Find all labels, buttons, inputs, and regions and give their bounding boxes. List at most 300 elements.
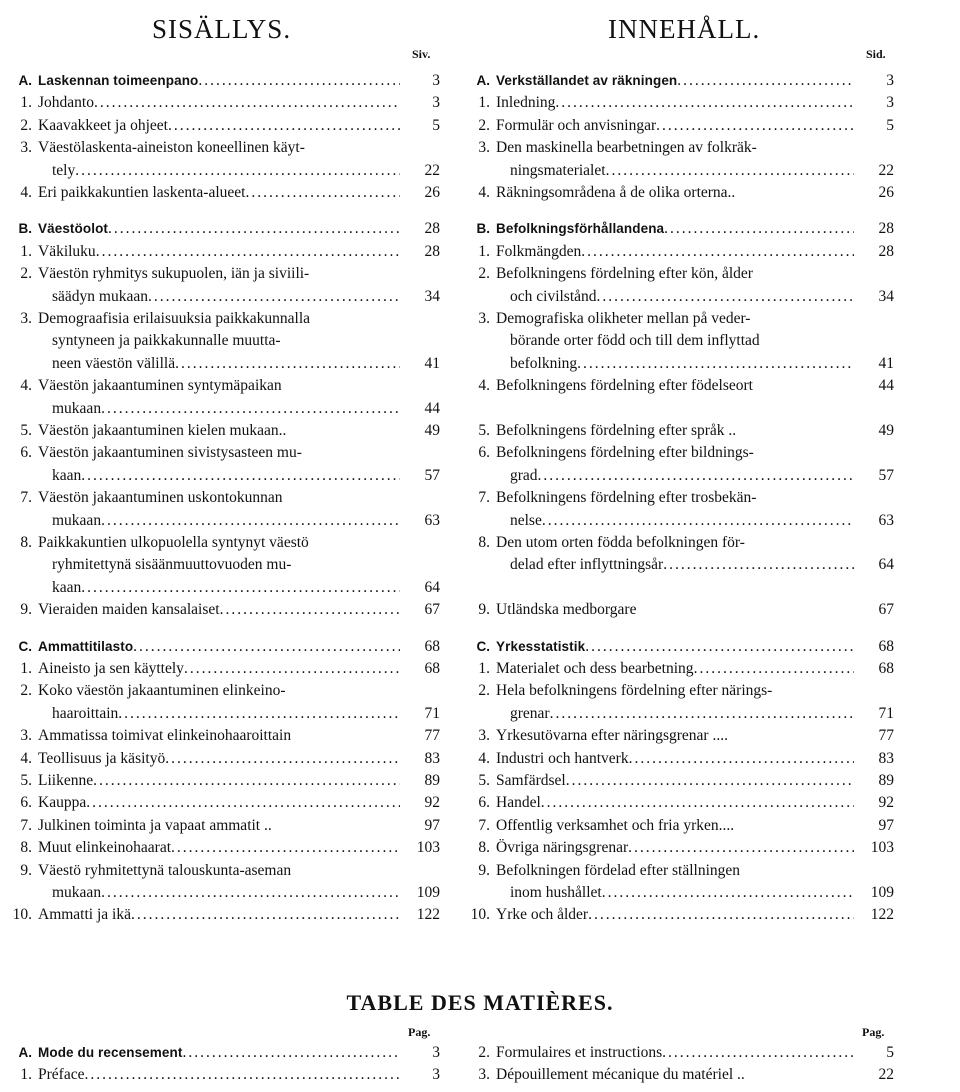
toc-section-heading xyxy=(466,218,894,240)
toc-entry-title: Demograafisia erilaisuuksia paikkakunnalla xyxy=(38,310,311,327)
toc-page-number: 5 xyxy=(432,116,440,134)
dot-leader xyxy=(131,904,400,926)
toc-entry-number: 6. xyxy=(20,444,32,462)
dot-leader xyxy=(602,882,854,904)
toc-page-number: 71 xyxy=(424,704,440,722)
toc-entry xyxy=(466,487,894,509)
french-title: TABLE DES MATIÈRES. xyxy=(346,990,614,1015)
dot-leader xyxy=(93,770,400,792)
dot-leader xyxy=(148,286,400,308)
toc-entry-title: kaan xyxy=(52,578,82,596)
toc-entry xyxy=(8,554,440,576)
toc-entry xyxy=(8,1064,440,1086)
toc-entry-title: börande orter född och till dem inflyttad xyxy=(510,332,760,350)
dot-leader xyxy=(245,182,400,204)
dot-leader xyxy=(656,115,854,137)
toc-entry xyxy=(466,532,894,554)
toc-page-number: 3 xyxy=(432,94,440,112)
toc-entry-number: 1. xyxy=(478,660,490,677)
toc-entry xyxy=(8,510,440,532)
swedish-page-label: Sid. xyxy=(866,47,886,61)
toc-entry xyxy=(466,599,894,621)
toc-entry-number: 1. xyxy=(20,660,32,677)
toc-entry xyxy=(466,330,894,352)
toc-page-number: 89 xyxy=(424,772,440,789)
toc-entry-title: Väestön jakaantuminen sivistysasteen mu- xyxy=(38,444,302,462)
toc-entry xyxy=(466,465,894,487)
toc-entry xyxy=(8,263,440,285)
dot-leader xyxy=(175,353,400,375)
toc-entry-title: delad efter inflyttningsår xyxy=(510,556,664,574)
toc-entry-title: Väestölaskenta-aineiston koneellinen käyt- xyxy=(38,139,305,157)
dot-leader xyxy=(101,882,400,904)
toc-entry-number: 5. xyxy=(20,422,32,439)
toc-page-number: 49 xyxy=(424,422,440,439)
toc-page-number: 109 xyxy=(870,884,894,901)
dot-leader xyxy=(75,160,400,182)
toc-entry-number: A. xyxy=(18,1045,32,1060)
dot-leader xyxy=(538,465,854,487)
toc-entry-number: 7. xyxy=(478,489,490,507)
toc-entry xyxy=(8,442,440,464)
dot-leader xyxy=(588,904,854,926)
toc-entry xyxy=(8,353,440,375)
toc-entry xyxy=(466,241,894,263)
toc-entry-title: grenar xyxy=(510,704,550,722)
dot-leader xyxy=(101,398,400,420)
toc-entry-number: 3. xyxy=(478,310,490,327)
toc-entry-title: Liikenne xyxy=(38,772,94,789)
toc-entry-number: 2. xyxy=(478,265,490,283)
toc-entry-title: och civilstånd xyxy=(510,287,597,305)
toc-page-number: 34 xyxy=(878,287,894,305)
toc-entry-number: 4. xyxy=(478,184,490,201)
toc-page-number: 22 xyxy=(424,161,440,179)
toc-entry-title: befolkning xyxy=(510,354,578,372)
dot-leader xyxy=(629,748,854,770)
toc-entry-number: 9. xyxy=(20,861,32,879)
toc-entry-number: 2. xyxy=(478,682,490,700)
toc-entry-title: tely xyxy=(52,161,76,179)
toc-entry-title: Kaavakkeet ja ohjeet xyxy=(38,116,168,134)
toc-entry xyxy=(466,658,894,680)
toc-entry-title: Demografiska olikheter mellan på veder- xyxy=(496,310,751,327)
toc-entry-title: ningsmaterialet xyxy=(510,161,606,179)
toc-entry-title: Den utom orten födda befolkningen för- xyxy=(496,534,745,551)
toc-entry xyxy=(8,532,440,554)
toc-entry-title: grad xyxy=(510,466,538,484)
toc-entry-title: Väestön jakaantuminen kielen mukaan.. xyxy=(38,422,287,439)
toc-entry-number: 1. xyxy=(478,94,490,112)
dot-leader xyxy=(168,115,400,137)
toc-entry xyxy=(8,860,440,882)
dot-leader xyxy=(662,1042,854,1064)
toc-entry-number: 4. xyxy=(20,377,32,395)
toc-entry xyxy=(8,882,440,904)
toc-entry-title: inom hushållet xyxy=(510,884,602,901)
french-toc-left xyxy=(8,1042,440,1092)
toc-entry xyxy=(466,353,894,375)
toc-entry xyxy=(466,680,894,702)
dot-leader xyxy=(550,703,854,725)
dot-leader xyxy=(165,748,400,770)
toc-entry-number: B. xyxy=(476,221,490,237)
toc-entry-title: Hela befolkningens fördelning efter närings- xyxy=(496,682,773,700)
toc-section-heading xyxy=(8,218,440,240)
toc-entry xyxy=(8,286,440,308)
toc-entry-number: 4. xyxy=(478,377,490,395)
toc-entry xyxy=(8,465,440,487)
toc-entry-number: 6. xyxy=(20,794,32,812)
toc-page-number: 83 xyxy=(424,749,440,767)
toc-page-number: 97 xyxy=(424,816,440,834)
toc-entry-number: 2. xyxy=(478,116,490,134)
toc-entry-title: Formulaires et instructions xyxy=(496,1044,663,1061)
toc-entry-number: 5. xyxy=(478,422,490,439)
toc-entry-title: Väestön ryhmitys sukupuolen, iän ja siviili- xyxy=(38,265,310,283)
toc-entry xyxy=(8,160,440,182)
toc-page-number: 77 xyxy=(424,727,440,745)
toc-entry-title: nelse xyxy=(510,511,542,529)
toc-entry-number: 2. xyxy=(20,682,32,700)
dot-leader xyxy=(664,218,854,240)
toc-entry-title: Kauppa xyxy=(38,794,87,812)
toc-entry xyxy=(8,680,440,702)
toc-entry-number: 2. xyxy=(20,265,32,283)
dot-leader xyxy=(81,465,400,487)
toc-entry-number: 3. xyxy=(478,1066,490,1084)
toc-entry xyxy=(466,137,894,159)
toc-entry-title: Befolkningens fördelning efter språk .. xyxy=(496,422,737,439)
toc-page-number: 83 xyxy=(878,749,894,767)
toc-entry-title: Inledning xyxy=(496,94,556,112)
toc-entry xyxy=(466,1064,894,1086)
toc-entry xyxy=(466,160,894,182)
toc-page-number: 5 xyxy=(886,1044,894,1061)
dot-leader xyxy=(198,70,400,92)
toc-page-number: 67 xyxy=(424,601,440,619)
dot-leader xyxy=(581,241,854,263)
toc-page-number: 57 xyxy=(424,466,440,484)
toc-entry-number: 10. xyxy=(12,906,32,924)
toc-entry-title: Offentlig verksamhet och fria yrken.... xyxy=(496,816,735,834)
toc-entry-number: C. xyxy=(18,638,32,654)
toc-entry-title: Teollisuus ja käsityö xyxy=(38,749,166,767)
toc-entry xyxy=(8,815,440,837)
toc-entry-title: Dépouillement mécanique du matériel .. xyxy=(496,1066,745,1084)
toc-entry-title: Utländska medborgare xyxy=(496,601,637,619)
toc-entry-title: Yrkesstatistik xyxy=(496,638,586,654)
toc-page-number: 64 xyxy=(424,578,440,596)
toc-page-number: 97 xyxy=(878,816,894,834)
toc-entry xyxy=(8,487,440,509)
toc-entry xyxy=(466,308,894,330)
french-toc-right xyxy=(466,1042,894,1092)
dot-leader xyxy=(133,636,400,658)
toc-entry xyxy=(8,375,440,397)
toc-entry-number: 1. xyxy=(20,242,32,260)
toc-entry-number: 3. xyxy=(478,727,490,745)
toc-entry xyxy=(466,770,894,792)
toc-page-number: 28 xyxy=(878,220,894,238)
swedish-title: INNEHÅLL. xyxy=(608,14,761,44)
toc-entry-number: 8. xyxy=(20,839,32,857)
toc-entry xyxy=(8,577,440,599)
toc-entry-title: Paikkakuntien ulkopuolella syntynyt väestö xyxy=(38,534,309,551)
toc-page-number: 44 xyxy=(424,399,440,417)
toc-entry-number: A. xyxy=(18,73,32,88)
toc-entry-number: 7. xyxy=(20,816,32,834)
toc-entry-title: Väestö ryhmitettynä talouskunta-aseman xyxy=(38,861,292,879)
toc-entry xyxy=(466,748,894,770)
toc-entry xyxy=(466,92,894,114)
toc-entry-number: 6. xyxy=(478,794,490,812)
toc-entry-title: Folkmängden xyxy=(496,242,582,260)
toc-page-number: 3 xyxy=(886,94,894,112)
toc-entry-number: 3. xyxy=(20,139,32,157)
toc-entry-number: 3. xyxy=(20,727,32,745)
toc-page-number: 22 xyxy=(878,161,894,179)
toc-page-number: 68 xyxy=(878,660,894,677)
dot-leader xyxy=(606,160,854,182)
toc-page-number: 28 xyxy=(424,220,440,238)
toc-entry xyxy=(466,792,894,814)
toc-entry-title: Övriga näringsgrenar xyxy=(496,839,629,857)
toc-entry-title: Ammatissa toimivat elinkeinohaaroittain xyxy=(38,727,292,745)
toc-page-number: 28 xyxy=(878,242,894,260)
toc-entry-number: 8. xyxy=(478,534,490,551)
toc-entry-title: Väestöolot xyxy=(38,221,109,237)
toc-entry-title: Mode du recensement xyxy=(38,1045,183,1060)
toc-page-number: 63 xyxy=(878,511,894,529)
toc-entry-title: kaan xyxy=(52,466,82,484)
toc-entry-title: Räkningsområdena å de olika orterna.. xyxy=(496,184,736,201)
toc-entry-number: 1. xyxy=(478,242,490,260)
toc-entry-title: Befolkningen fördelad efter ställningen xyxy=(496,861,741,879)
toc-entry-number: 6. xyxy=(478,444,490,462)
toc-section-heading xyxy=(466,636,894,658)
toc-page-number: 92 xyxy=(878,794,894,812)
dot-leader xyxy=(566,770,854,792)
toc-entry-title: Yrkesutövarna efter näringsgrenar .... xyxy=(496,727,728,745)
toc-entry-number: A. xyxy=(476,73,490,88)
dot-leader xyxy=(101,510,400,532)
toc-entry-title: Samfärdsel xyxy=(496,772,566,789)
toc-entry-number: 4. xyxy=(478,749,490,767)
toc-entry-title: Väestön jakaantuminen uskontokunnan xyxy=(38,489,283,507)
dot-leader xyxy=(171,837,400,859)
toc-entry xyxy=(466,860,894,882)
dot-leader xyxy=(597,286,854,308)
toc-entry-title: Aineisto ja sen käyttely xyxy=(38,660,184,677)
dot-leader xyxy=(84,1064,400,1086)
toc-page-number: 68 xyxy=(424,660,440,677)
toc-entry-title: Formulär och anvisningar xyxy=(496,116,657,134)
toc-entry-title: mukaan xyxy=(52,511,102,529)
toc-entry xyxy=(8,137,440,159)
toc-page-number: 71 xyxy=(878,704,894,722)
dot-leader xyxy=(184,658,400,680)
dot-leader xyxy=(182,1042,400,1064)
toc-entry-title: Muut elinkeinohaarat xyxy=(38,839,171,857)
toc-page-number: 3 xyxy=(432,1044,440,1061)
toc-page-number: 109 xyxy=(416,884,440,901)
toc-entry-title: Ammattitilasto xyxy=(38,638,134,654)
toc-entry-number: 8. xyxy=(478,839,490,857)
dot-leader xyxy=(94,92,400,114)
toc-entry-title: mukaan xyxy=(52,884,102,901)
dot-leader xyxy=(86,792,400,814)
toc-entry-title: Befolkningens fördelning efter födelseort xyxy=(496,377,753,395)
toc-entry-number: 8. xyxy=(20,534,32,551)
dot-leader xyxy=(541,792,854,814)
toc-entry xyxy=(8,420,440,442)
toc-entry xyxy=(8,308,440,330)
toc-entry xyxy=(466,510,894,532)
toc-entry xyxy=(466,837,894,859)
toc-entry-title: Vieraiden maiden kansalaiset xyxy=(38,601,220,619)
toc-entry-number: 10. xyxy=(470,906,490,924)
toc-entry-number: B. xyxy=(18,221,32,237)
toc-entry xyxy=(466,398,894,420)
toc-entry-title: Yrke och ålder xyxy=(496,906,589,924)
toc-entry-title: Väkiluku xyxy=(38,242,96,260)
toc-page-number: 77 xyxy=(878,727,894,745)
toc-entry-title: Handel xyxy=(496,794,541,812)
dot-leader xyxy=(577,353,854,375)
toc-entry-title: Koko väestön jakaantuminen elinkeino- xyxy=(38,682,286,700)
dot-leader xyxy=(108,218,400,240)
toc-entry-number: 9. xyxy=(478,861,490,879)
toc-entry xyxy=(8,904,440,926)
dot-leader xyxy=(81,577,400,599)
toc-entry xyxy=(466,882,894,904)
toc-entry-title: säädyn mukaan xyxy=(52,287,148,305)
french-page-label-left: Pag. xyxy=(408,1025,431,1039)
toc-entry-number: 5. xyxy=(478,772,490,789)
toc-entry-title: mukaan xyxy=(52,399,102,417)
toc-entry-number: 9. xyxy=(478,601,490,619)
toc-entry xyxy=(8,398,440,420)
toc-entry-number: 7. xyxy=(20,489,32,507)
toc-entry xyxy=(8,658,440,680)
toc-section-heading xyxy=(466,70,894,92)
toc-section-heading xyxy=(8,1042,440,1064)
swedish-toc xyxy=(466,70,894,950)
dot-leader xyxy=(555,92,854,114)
toc-entry xyxy=(8,792,440,814)
toc-entry-number: 9. xyxy=(20,601,32,619)
dot-leader xyxy=(220,599,400,621)
toc-page-number: 122 xyxy=(870,906,894,924)
toc-page-number: 41 xyxy=(878,354,894,372)
toc-entry xyxy=(466,286,894,308)
toc-entry-title: Johdanto xyxy=(38,94,94,112)
dot-leader xyxy=(677,70,854,92)
toc-entry xyxy=(466,703,894,725)
toc-entry xyxy=(466,554,894,576)
toc-entry-title: syntyneen ja paikkakunnalle muutta- xyxy=(52,332,281,350)
toc-entry-number: 2. xyxy=(478,1044,490,1061)
toc-entry-number: 5. xyxy=(20,772,32,789)
finnish-page-label: Siv. xyxy=(412,47,431,61)
toc-page-number: 5 xyxy=(886,116,894,134)
toc-entry-title: Materialet och dess bearbetning xyxy=(496,660,694,677)
toc-page-number: 122 xyxy=(416,906,440,924)
toc-page-number: 103 xyxy=(870,839,894,857)
toc-entry-title: Den maskinella bearbetningen av folkräk- xyxy=(496,139,757,157)
toc-entry-number: 2. xyxy=(20,116,32,134)
dot-leader xyxy=(663,554,854,576)
toc-entry xyxy=(466,263,894,285)
toc-entry-title: Ammatti ja ikä xyxy=(38,906,131,924)
toc-entry xyxy=(466,815,894,837)
toc-page-number: 57 xyxy=(878,466,894,484)
toc-entry xyxy=(466,577,894,599)
toc-section-heading xyxy=(8,636,440,658)
toc-entry xyxy=(8,241,440,263)
dot-leader xyxy=(628,837,854,859)
toc-entry xyxy=(8,748,440,770)
toc-entry xyxy=(466,1042,894,1064)
toc-entry-number: 4. xyxy=(20,749,32,767)
toc-page-number: 89 xyxy=(878,772,894,789)
toc-page-number: 28 xyxy=(424,242,440,260)
toc-page-number: 26 xyxy=(878,184,894,201)
toc-entry-title: ryhmitettynä sisäänmuuttovuoden mu- xyxy=(52,556,292,574)
french-page-label-right: Pag. xyxy=(862,1025,885,1039)
toc-page-number: 26 xyxy=(424,184,440,201)
toc-entry xyxy=(466,115,894,137)
toc-entry-number: 1. xyxy=(20,94,32,112)
toc-page-number: 68 xyxy=(878,637,894,655)
toc-entry-number: 3. xyxy=(478,139,490,157)
toc-entry xyxy=(466,442,894,464)
toc-page-number: 3 xyxy=(432,1066,440,1084)
toc-entry xyxy=(8,115,440,137)
toc-page-number: 41 xyxy=(424,354,440,372)
toc-page-number: 49 xyxy=(878,422,894,439)
toc-page-number: 44 xyxy=(878,377,894,395)
toc-entry xyxy=(466,904,894,926)
toc-entry xyxy=(466,182,894,204)
toc-page-number: 92 xyxy=(424,794,440,812)
toc-page-number: 103 xyxy=(416,839,440,857)
toc-entry xyxy=(8,92,440,114)
toc-section-heading xyxy=(8,70,440,92)
toc-entry xyxy=(8,770,440,792)
dot-leader xyxy=(96,241,400,263)
toc-page-number: 68 xyxy=(424,637,440,655)
finnish-toc xyxy=(8,70,440,950)
toc-entry-title: haaroittain xyxy=(52,704,119,722)
toc-entry xyxy=(466,375,894,397)
toc-entry-title: Laskennan toimeenpano xyxy=(38,73,199,88)
toc-entry xyxy=(466,420,894,442)
toc-entry-number: 4. xyxy=(20,184,32,201)
toc-page-number: 22 xyxy=(878,1066,894,1084)
toc-entry xyxy=(8,182,440,204)
dot-leader xyxy=(118,703,400,725)
toc-entry xyxy=(8,330,440,352)
toc-page-number: 63 xyxy=(424,511,440,529)
toc-page-number: 3 xyxy=(886,72,894,89)
toc-entry xyxy=(466,725,894,747)
toc-entry-title: Industri och hantverk xyxy=(496,749,629,767)
toc-entry-title: Väestön jakaantuminen syntymäpaikan xyxy=(38,377,282,395)
toc-entry-title: Préface xyxy=(38,1066,85,1084)
finnish-title: SISÄLLYS. xyxy=(152,14,292,44)
